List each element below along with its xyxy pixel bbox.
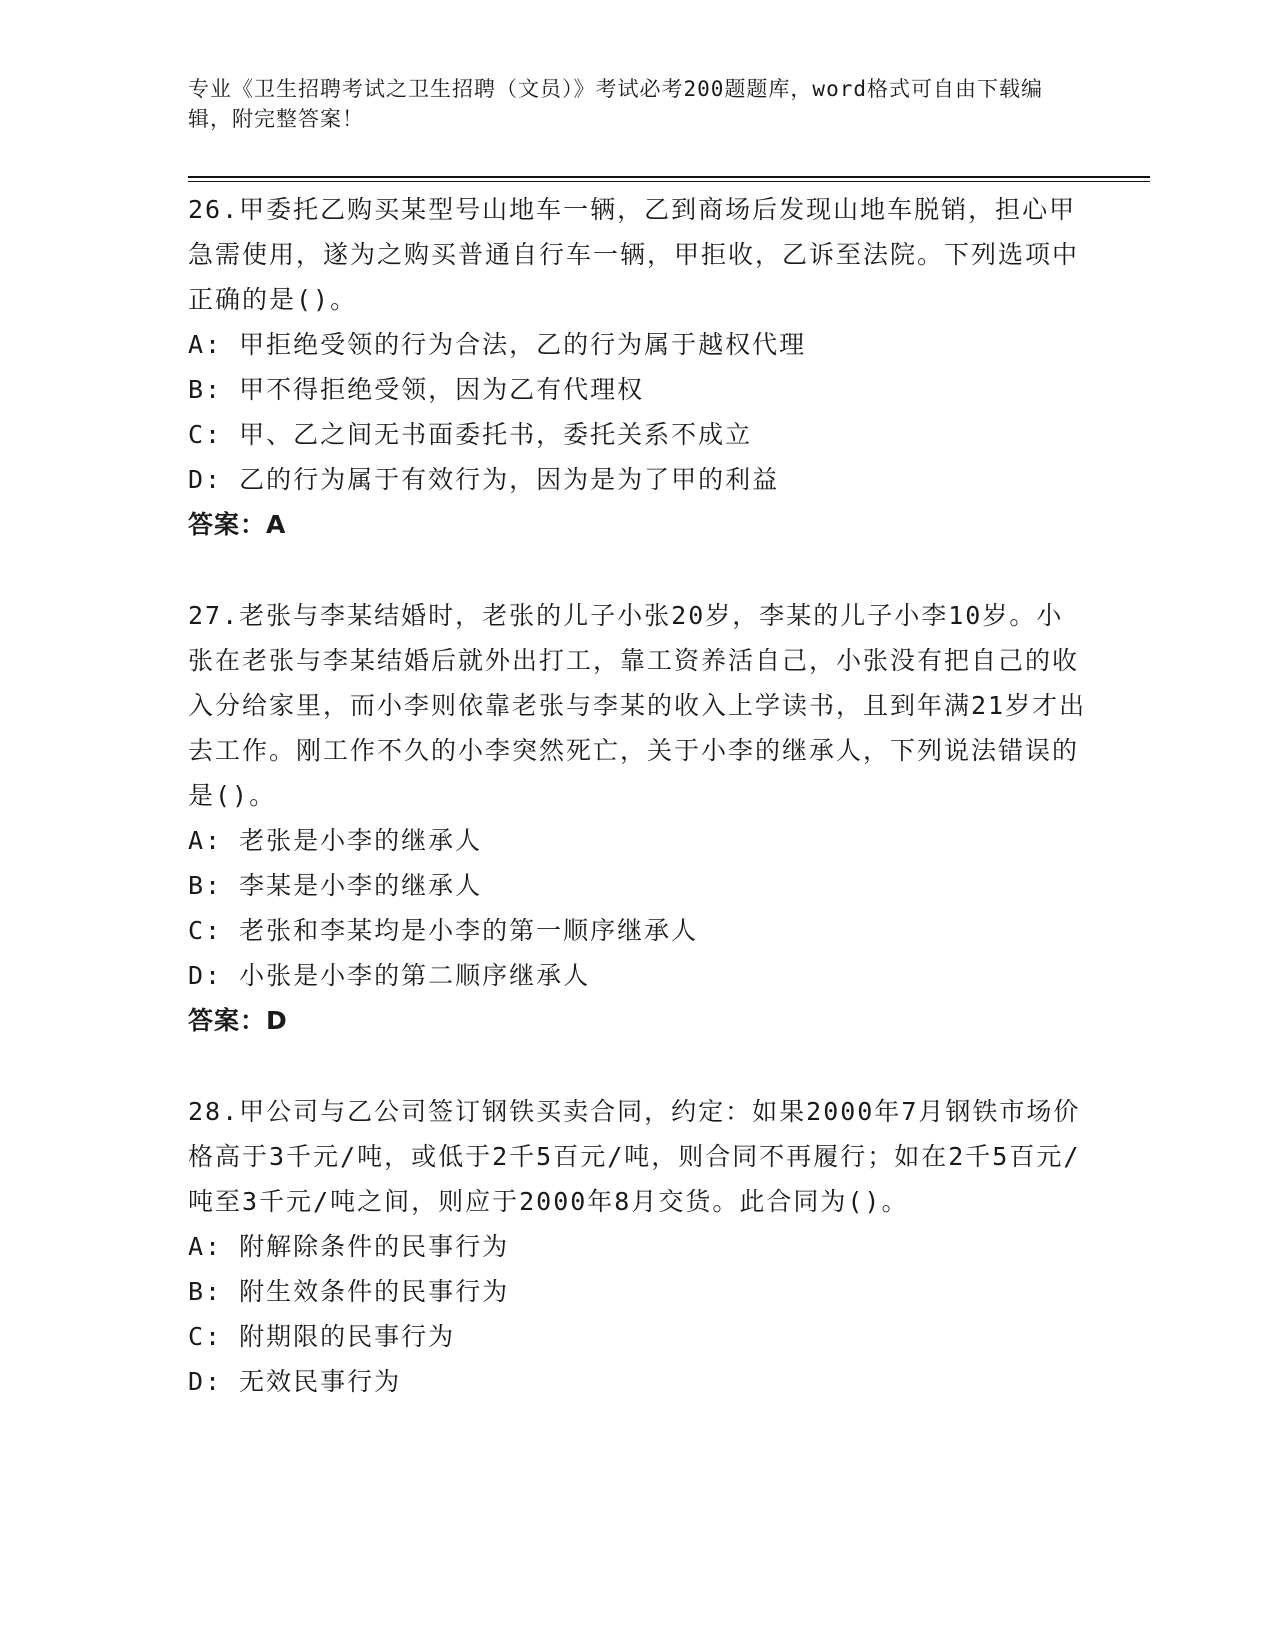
question-stem: 26.甲委托乙购买某型号山地车一辆，乙到商场后发现山地车脱销，担心甲急需使用，遂为之购买普通自行车一辆，甲拒收，乙诉至法院。下列选项中正确的是()。 [188, 195, 1080, 314]
option-d: D: 乙的行为属于有效行为，因为是为了甲的利益 [188, 465, 780, 494]
option-c: C: 老张和李某均是小李的第一顺序继承人 [188, 916, 699, 945]
header-rule-thin [188, 181, 1150, 182]
question-26 [188, 187, 1088, 547]
header-rule-thick [188, 176, 1150, 178]
question-28 [188, 1089, 1088, 1404]
option-c: C: 附期限的民事行为 [188, 1322, 456, 1351]
question-27 [188, 593, 1088, 1043]
document-header: 专业《卫生招聘考试之卫生招聘（文员）》考试必考200题题库，word格式可自由下载编辑，附完整答案！ [188, 77, 1043, 131]
option-d: D: 无效民事行为 [188, 1367, 402, 1396]
option-b: B: 甲不得拒绝受领，因为乙有代理权 [188, 375, 645, 404]
option-b: B: 附生效条件的民事行为 [188, 1277, 510, 1306]
option-c: C: 甲、乙之间无书面委托书，委托关系不成立 [188, 420, 753, 449]
answer: 答案：A [188, 510, 287, 539]
question-list [188, 187, 1088, 1450]
option-b: B: 李某是小李的继承人 [188, 871, 483, 900]
question-stem: 28.甲公司与乙公司签订钢铁买卖合同，约定：如果2000年7月钢铁市场价格高于3千元/吨，或低于2千5百元/吨，则合同不再履行；如在2千5百元/吨至3千元/吨之间，则应于2000年8月交货。此合同为()。 [188, 1097, 1081, 1216]
option-d: D: 小张是小李的第二顺序继承人 [188, 961, 591, 990]
option-a: A: 附解除条件的民事行为 [188, 1232, 510, 1261]
option-a: A: 甲拒绝受领的行为合法，乙的行为属于越权代理 [188, 330, 807, 359]
option-a: A: 老张是小李的继承人 [188, 826, 483, 855]
question-stem: 27.老张与李某结婚时，老张的儿子小张20岁，李某的儿子小李10岁。小张在老张与李某结婚后就外出打工，靠工资养活自己，小张没有把自己的收入分给家里，而小李则依靠老张与李某的收入上学读书，且到年满21岁才出去工作。刚工作不久的小李突然死亡，关于小李的继承人，下列说法错误的是()。 [188, 601, 1087, 810]
answer: 答案：D [188, 1006, 288, 1035]
